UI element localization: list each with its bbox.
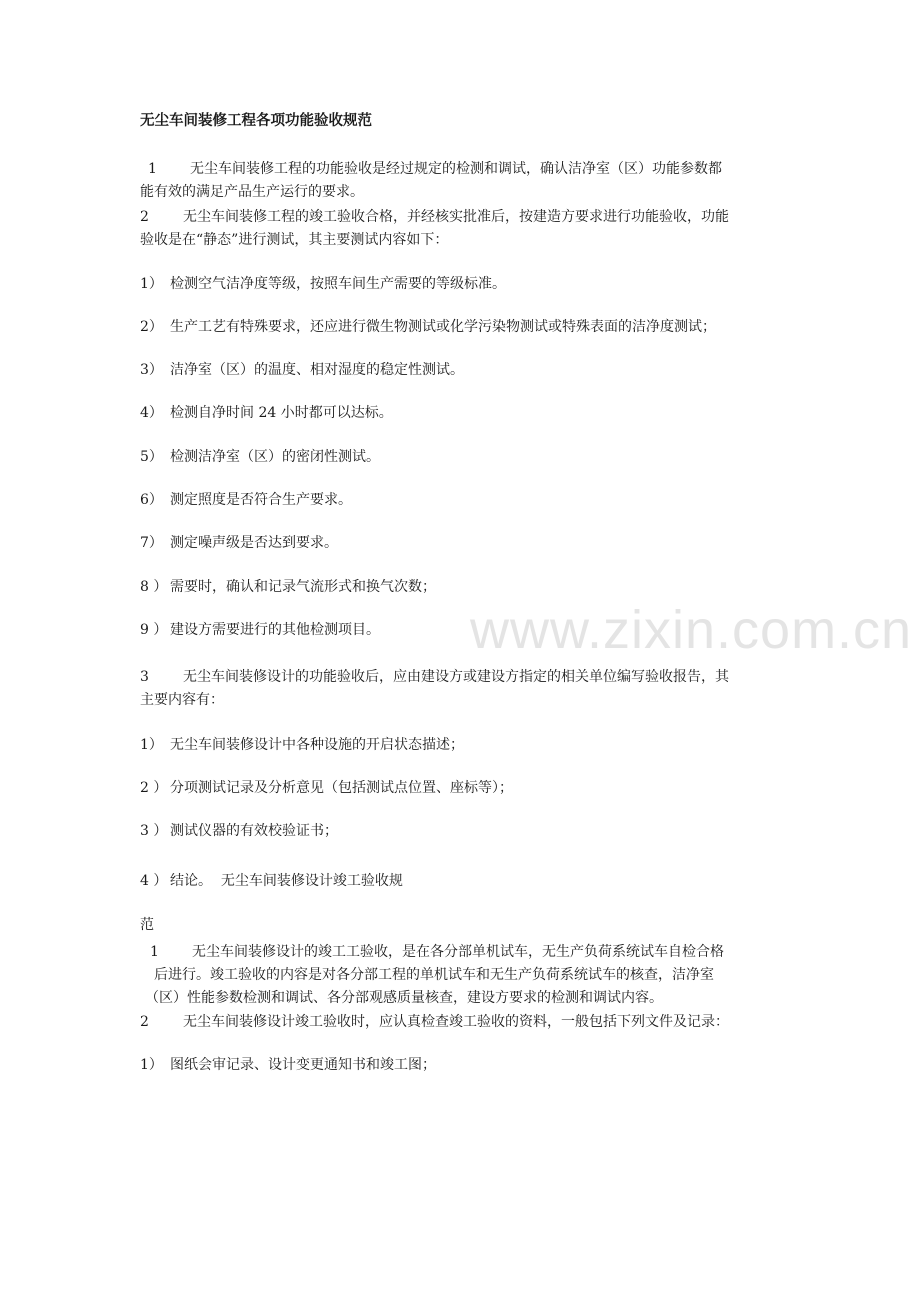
list-number: 9 ） [140, 622, 168, 638]
list-item [140, 734, 780, 757]
list-text: 测定噪声级是否达到要求。 [170, 535, 338, 551]
paragraph-text: 无尘车间装修工程的功能验收是经过规定的检测和调试，确认洁净室（区）功能参数都 [190, 161, 722, 177]
list-item [140, 532, 780, 555]
list-item [140, 1054, 780, 1077]
paragraph-4 [140, 941, 780, 964]
paragraph-2 [140, 206, 780, 229]
list-item [140, 576, 780, 599]
paragraph-number: 2 [140, 209, 149, 225]
list-text: 分项测试记录及分析意见（包括测试点位置、座标等）； [170, 780, 513, 796]
list-text: 生产工艺有特殊要求，还应进行微生物测试或化学污染物测试或特殊表面的洁净度测试； [170, 319, 716, 335]
list-number: 6） [140, 492, 163, 508]
list-text: 洁净室（区）的温度、相对湿度的稳定性测试。 [170, 362, 464, 378]
list-item [140, 870, 780, 893]
paragraph-number: 3 [140, 669, 149, 685]
paragraph-text: 无尘车间装修工程的竣工验收合格，并经核实批准后，按建造方要求进行功能验收，功能 [183, 209, 729, 225]
list-text: 结论。 无尘车间装修设计竣工验收规 [170, 873, 403, 889]
list-number: 1） [140, 1057, 163, 1073]
paragraph-number: 1 [148, 161, 157, 177]
list-item [140, 777, 780, 800]
list-number: 4） [140, 405, 163, 421]
list-text: 检测洁净室（区）的密闭性测试。 [170, 449, 380, 465]
list-text: 测定照度是否符合生产要求。 [170, 492, 352, 508]
list-number: 1） [140, 737, 163, 753]
list-item [140, 446, 780, 469]
paragraph-1-cont: 能有效的满足产品生产运行的要求。 [140, 184, 364, 200]
paragraph-number: 1 [150, 944, 159, 960]
list-number: 2） [140, 319, 163, 335]
paragraph-1 [140, 158, 780, 181]
watermark: www.zixin.com.cn [470, 600, 913, 660]
list-text: 需要时，确认和记录气流形式和换气次数； [170, 579, 436, 595]
paragraph-4-cont: （区）性能参数检测和调试、各分部观感质量核查，建设方要求的检测和调试内容。 [145, 990, 663, 1006]
list-number: 5） [140, 449, 163, 465]
list-item [140, 359, 780, 382]
list-number: 7） [140, 535, 163, 551]
list-number: 3） [140, 362, 163, 378]
list-text: 图纸会审记录、设计变更通知书和竣工图； [170, 1057, 436, 1073]
list-item [140, 273, 780, 296]
paragraph-5 [140, 1011, 780, 1034]
list-number: 1） [140, 276, 163, 292]
list-number: 2 ） [140, 780, 168, 796]
paragraph-2-cont: 验收是在“静态”进行测试，其主要测试内容如下： [140, 232, 449, 248]
paragraph-3 [140, 666, 780, 689]
list-text: 无尘车间装修设计中各种设施的开启状态描述； [170, 737, 464, 753]
document-title: 无尘车间装修工程各项功能验收规范 [140, 113, 372, 129]
paragraph-text: 无尘车间装修设计的功能验收后，应由建设方或建设方指定的相关单位编写验收报告，其 [183, 669, 729, 685]
list-number: 8 ） [140, 579, 168, 595]
list-text: 建设方需要进行的其他检测项目。 [170, 622, 380, 638]
list-item [140, 489, 780, 512]
paragraph-3-cont: 主要内容有： [140, 692, 224, 708]
list-number: 4 ） [140, 873, 168, 889]
list-item [140, 619, 780, 642]
paragraph-4-cont: 后进行。竣工验收的内容是对各分部工程的单机试车和无生产负荷系统试车的核查，洁净室 [154, 967, 714, 983]
list-item [140, 820, 780, 843]
paragraph-text: 无尘车间装修设计竣工验收时，应认真检查竣工验收的资料，一般包括下列文件及记录： [183, 1014, 729, 1030]
list-text: 测试仪器的有效校验证书； [170, 823, 338, 839]
paragraph-text: 无尘车间装修设计的竣工工验收，是在各分部单机试车，无生产负荷系统试车自检合格 [192, 944, 724, 960]
list-item [140, 402, 780, 425]
list-text: 检测自净时间 24 小时都可以达标。 [170, 405, 393, 421]
continuation-text: 范 [140, 917, 154, 933]
list-number: 3 ） [140, 823, 168, 839]
paragraph-number: 2 [140, 1014, 149, 1030]
list-text: 检测空气洁净度等级，按照车间生产需要的等级标准。 [170, 276, 506, 292]
list-item [140, 316, 780, 339]
